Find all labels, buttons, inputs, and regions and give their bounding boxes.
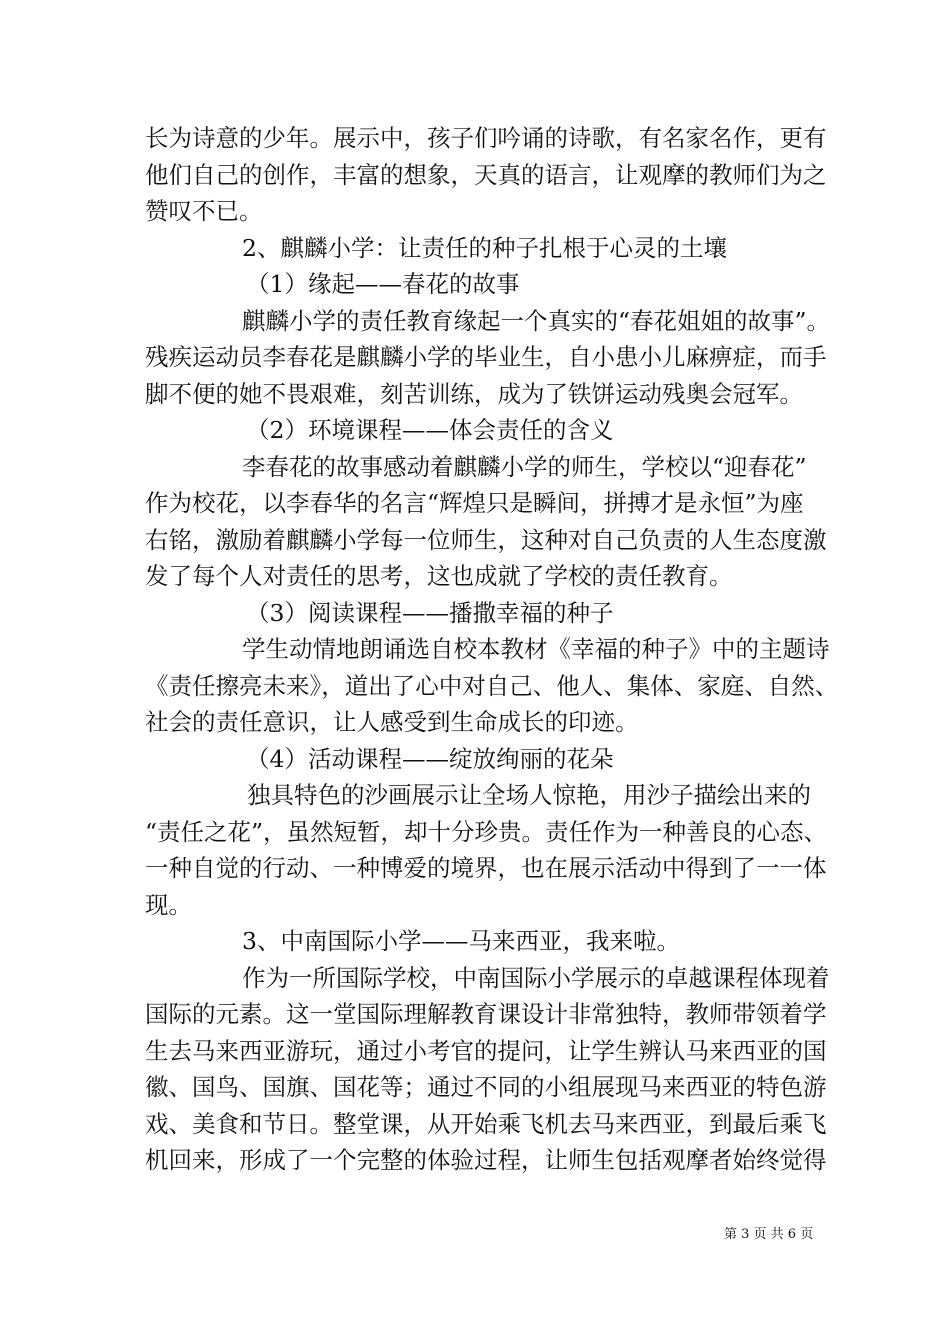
body-line: 脚不便的她不畏艰难，刻苦训练，成为了铁饼运动残奥会冠军。	[145, 380, 803, 408]
body-line: 一种自觉的行动、一种博爱的境界，也在展示活动中得到了一一体	[145, 854, 827, 882]
section-heading: 3、中南国际小学——马来西亚，我来啦。	[242, 927, 680, 955]
body-line: 国际的元素。这一堂国际理解教育课设计非常独特，教师带领着学	[145, 1000, 827, 1028]
body-line: “责任之花”，虽然短暂，却十分珍贵。责任作为一种善良的心态、	[145, 818, 828, 846]
body-line: 独具特色的沙画展示让全场人惊艳，用沙子描绘出来的	[247, 781, 811, 809]
body-line: 徽、国鸟、国旗、国花等；通过不同的小组展现马来西亚的特色游	[145, 1073, 827, 1101]
body-line: 他们自己的创作，丰富的想象，天真的语言，让观摩的教师们为之	[145, 161, 827, 189]
body-line: 作为一所国际学校，中南国际小学展示的卓越课程体现着	[242, 964, 830, 992]
body-line: 长为诗意的少年。展示中，孩子们吟诵的诗歌，有名家名作，更有	[145, 124, 827, 152]
body-line: 机回来，形成了一个完整的体验过程，让师生包括观摩者始终觉得	[145, 1146, 827, 1174]
subsection-heading: （3）阅读课程——播撒幸福的种子	[246, 599, 614, 627]
body-line: 赞叹不已。	[145, 197, 263, 225]
page-number-footer: 第 3 页 共 6 页	[724, 1227, 814, 1242]
body-line: 右铭，激励着麒麟小学每一位师生，这种对自己负责的人生态度激	[145, 526, 827, 554]
body-line: 作为校花，以李春华的名言“辉煌只是瞬间，拼搏才是永恒”为座	[145, 489, 804, 517]
body-line: 《责任擦亮未来》，道出了心中对自己、他人、集体、家庭、自然、	[145, 672, 839, 700]
subsection-heading: （1）缘起——春花的故事	[246, 270, 520, 298]
body-line: 生去马来西亚游玩，通过小考官的提问，让学生辨认马来西亚的国	[145, 1037, 827, 1065]
body-line: 李春花的故事感动着麒麟小学的师生，学校以“迎春花”	[242, 453, 807, 481]
body-line: 学生动情地朗诵选自校本教材《幸福的种子》中的主题诗	[242, 635, 830, 663]
body-line: 麒麟小学的责任教育缘起一个真实的“春花姐姐的故事”。	[242, 307, 831, 335]
section-heading: 2、麒麟小学：让责任的种子扎根于心灵的土壤	[242, 234, 727, 262]
body-line: 社会的责任意识，让人感受到生命成长的印迹。	[145, 708, 639, 736]
body-line: 现。	[145, 891, 192, 919]
body-line: 戏、美食和节日。整堂课，从开始乘飞机去马来西亚，到最后乘飞	[145, 1110, 827, 1138]
subsection-heading: （4）活动课程——绽放绚丽的花朵	[246, 745, 614, 773]
subsection-heading: （2）环境课程——体会责任的含义	[246, 416, 614, 444]
body-line: 发了每个人对责任的思考，这也成就了学校的责任教育。	[145, 562, 733, 590]
body-line: 残疾运动员李春花是麒麟小学的毕业生，自小患小儿麻痹症，而手	[145, 343, 827, 371]
